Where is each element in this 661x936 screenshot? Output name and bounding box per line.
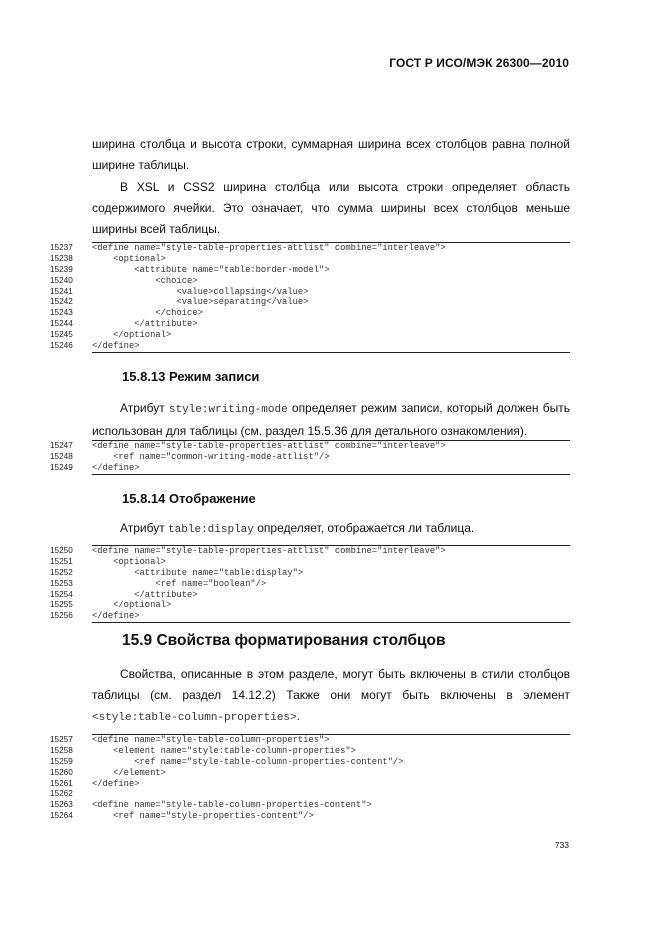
code-line: </attribute> — [92, 589, 198, 600]
code4-line-numbers — [50, 735, 86, 822]
line-number: 15247 — [50, 441, 73, 450]
line-number: 15241 — [50, 286, 73, 296]
line-number: 15263 — [50, 800, 73, 810]
code-line: </optional> — [92, 330, 172, 341]
line-number: 15264 — [50, 811, 73, 821]
line-number: 15249 — [50, 462, 73, 472]
attr-style-writing-mode: style:writing-mode — [168, 404, 288, 416]
code-line: </optional> — [92, 600, 172, 611]
section-heading-15-8-14: 15.8.14 Отображение — [122, 491, 256, 506]
line-number: 15252 — [50, 567, 73, 577]
code-line: <value>separating</value> — [92, 297, 309, 308]
code-line: <element name="style:table-column-properties"> — [92, 745, 356, 756]
section-heading-15-8-13: 15.8.13 Режим записи — [122, 369, 260, 384]
code-line — [92, 789, 570, 800]
page-number: 733 — [554, 840, 569, 850]
line-number: 15255 — [50, 600, 73, 610]
line-number: 15250 — [50, 546, 73, 555]
paragraph-15-9 — [92, 664, 570, 729]
code-line: <optional> — [92, 253, 166, 264]
line-number: 15256 — [50, 611, 73, 621]
code-block-2 — [92, 440, 570, 475]
code-line: <attribute name="table:border-model"> — [92, 264, 330, 275]
code-line: <define name="style-table-properties-attlist" combine="interleave"> — [92, 546, 446, 556]
code-line: <optional> — [92, 556, 166, 567]
code-line: </element> — [92, 767, 166, 778]
code-line: </attribute> — [92, 319, 198, 330]
code-line: <define name="style-table-column-properties"> — [92, 735, 330, 745]
line-number: 15260 — [50, 767, 73, 777]
code-line: <ref name="boolean"/> — [92, 578, 267, 589]
line-number: 15237 — [50, 243, 73, 252]
code-line: <define name="style-table-properties-attlist" combine="interleave"> — [92, 441, 446, 451]
line-number: 15248 — [50, 451, 73, 461]
code-line: <define name="style-table-properties-attlist" combine="interleave"> — [92, 243, 446, 253]
line-number: 15244 — [50, 319, 73, 329]
paragraph-2-text: В XSL и CSS2 ширина столбца или высота строки определяет область содержимого ячейки. Это означает, что сумма ширины всех столбцов меньше ширины всей таблицы. — [92, 180, 570, 236]
code-line: </define> — [92, 341, 140, 352]
paragraph-1: ширина столбца и высота строки, суммарная ширина всех столбцов равна полной ширине таблицы. — [92, 137, 570, 172]
code-line: <choice> — [92, 275, 198, 286]
element-style-table-column-properties: <style:table-column-properties> — [92, 712, 297, 724]
page-header: ГОСТ Р ИСО/МЭК 26300—2010 — [389, 56, 569, 70]
section-heading-15-9: 15.9 Свойства форматирования столбцов — [122, 632, 446, 649]
line-number: 15254 — [50, 589, 73, 599]
para-15-8-14-before: Атрибут — [120, 521, 169, 535]
code3-line-numbers — [50, 546, 86, 622]
line-number: 15257 — [50, 735, 73, 744]
line-number: 15238 — [50, 253, 73, 263]
line-number: 15253 — [50, 578, 73, 588]
code-line: <attribute name="table:display"> — [92, 567, 304, 578]
line-number: 15258 — [50, 745, 73, 755]
para-15-9-period: . — [296, 709, 300, 723]
code-line: </define> — [92, 462, 140, 473]
code1-line-numbers — [50, 243, 86, 352]
para-15-8-13-before: Атрибут — [120, 401, 169, 415]
para-15-9-text: Свойства, описанные в этом разделе, могут быть включены в стили столбцов таблицы (см. раздел 14.12.2) Также они могут быть включены в элемент — [92, 667, 570, 702]
code-block-3 — [92, 545, 570, 623]
paragraph-15-8-13 — [92, 398, 570, 442]
line-number: 15243 — [50, 308, 73, 318]
line-number: 15246 — [50, 341, 73, 351]
code-line: </choice> — [92, 308, 203, 319]
line-number: 15240 — [50, 275, 73, 285]
code-line: </define> — [92, 778, 140, 789]
line-number: 15251 — [50, 556, 73, 566]
line-number: 15239 — [50, 264, 73, 274]
code-line: <define name="style-table-column-properties-content"> — [92, 800, 372, 811]
para-15-8-14-after: определяет, отображается ли таблица. — [253, 521, 475, 535]
line-number: 15259 — [50, 756, 73, 766]
code2-line-numbers — [50, 441, 86, 474]
code-line: </define> — [92, 611, 140, 622]
code-line: <ref name="common-writing-mode-attlist"/> — [92, 451, 330, 462]
paragraph-15-8-14 — [92, 518, 570, 541]
para-15-8-13-after: определяет режим записи, который должен быть использован для таблицы (см. раздел 15.5.36 для детального ознакомления). — [92, 401, 570, 438]
code-block-4 — [92, 734, 570, 822]
paragraph-2 — [92, 177, 570, 240]
code-line: <ref name="style-properties-content"/> — [92, 811, 314, 822]
line-number: 15261 — [50, 778, 73, 788]
code-line: <ref name="style-table-column-properties-content"/> — [92, 756, 404, 767]
attr-table-display: table:display — [168, 524, 254, 536]
code-block-1 — [92, 242, 570, 353]
line-number: 15245 — [50, 330, 73, 340]
line-number: 15242 — [50, 297, 73, 307]
line-number: 15262 — [50, 789, 73, 799]
code-line: <value>collapsing</value> — [92, 286, 309, 297]
